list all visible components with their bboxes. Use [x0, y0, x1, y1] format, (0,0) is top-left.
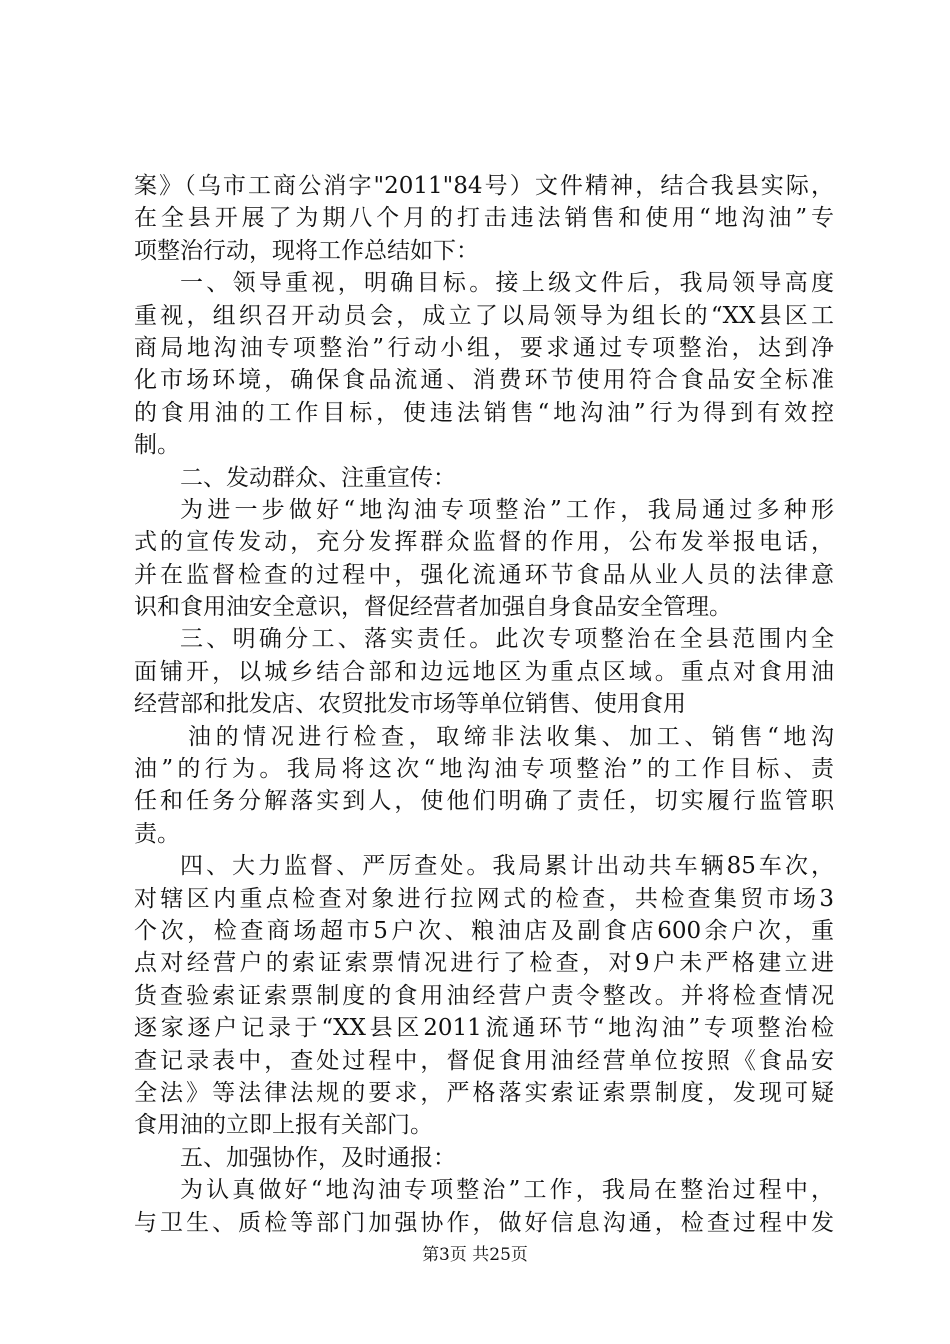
body-text-line: 查记录表中，查处过程中，督促食用油经营单位按照《食品安 — [134, 1047, 834, 1074]
body-text-line: 对辖区内重点检查对象进行拉网式的检查，共检查集贸市场3 — [134, 885, 834, 912]
body-text-line: 项整治行动，现将工作总结如下： — [134, 237, 479, 264]
body-text-line: 与卫生、质检等部门加强协作，做好信息沟通，检查过程中发 — [134, 1209, 834, 1236]
body-text-line: 个次，检查商场超市5户次、粮油店及副食店600余户次，重 — [134, 917, 834, 944]
body-text-line: 式的宣传发动，充分发挥群众监督的作用，公布发举报电话， — [134, 529, 834, 556]
body-text-line: 识和食用油安全意识，督促经营者加强自身食品安全管理。 — [134, 594, 732, 621]
body-text-line: 经营部和批发店、农贸批发市场等单位销售、使用食用 — [134, 691, 686, 718]
body-text-line: 货查验索证索票制度的食用油经营户责令整改。并将检查情况 — [134, 982, 834, 1009]
body-text-line: 并在监督检查的过程中，强化流通环节食品从业人员的法律意 — [134, 561, 834, 588]
body-text-line: 二、发动群众、注重宣传： — [180, 464, 456, 491]
body-text-line: 任和任务分解落实到人，使他们明确了责任，切实履行监管职 — [134, 788, 834, 815]
body-text-line: 三、明确分工、落实责任。此次专项整治在全县范围内全 — [180, 626, 834, 653]
body-text-line: 食用油的立即上报有关部门。 — [134, 1112, 433, 1139]
body-text-line: 一、领导重视，明确目标。接上级文件后，我局领导高度 — [180, 270, 834, 297]
body-text-line: 逐家逐户记录于“XX县区2011流通环节“地沟油”专项整治检 — [134, 1015, 834, 1042]
body-text-line: 油”的行为。我局将这次“地沟油专项整治”的工作目标、责 — [134, 756, 834, 783]
body-text-line: 案》（乌市工商公消字"2011"84号）文件精神，结合我县实际， — [134, 173, 834, 199]
body-text-line: 面铺开，以城乡结合部和边远地区为重点区域。重点对食用油 — [134, 658, 834, 685]
body-text-line: 四、大力监督、严厉查处。我局累计出动共车辆85车次， — [180, 853, 834, 880]
body-text-line: 商局地沟油专项整治”行动小组，要求通过专项整治，达到净 — [134, 334, 834, 361]
body-text-line: 责。 — [134, 820, 180, 847]
body-text-line: 点对经营户的索证索票情况进行了检查，对9户未严格建立进 — [134, 950, 834, 977]
body-text-line: 为进一步做好“地沟油专项整治”工作，我局通过多种形 — [180, 496, 834, 523]
body-text-line: 油的情况进行检查，取缔非法收集、加工、销售“地沟 — [188, 723, 834, 750]
body-text-line: 化市场环境，确保食品流通、消费环节使用符合食品安全标准 — [134, 367, 834, 394]
body-text-line: 重视，组织召开动员会，成立了以局领导为组长的“XX县区工 — [134, 302, 834, 329]
document-body — [134, 170, 834, 1239]
body-text-line: 制。 — [134, 432, 180, 459]
body-text-line: 在全县开展了为期八个月的打击违法销售和使用“地沟油”专 — [134, 205, 834, 232]
body-text-line: 全法》等法律法规的要求，严格落实索证索票制度，发现可疑 — [134, 1079, 834, 1106]
body-text-line: 五、加强协作，及时通报： — [180, 1144, 456, 1171]
page-footer: 第3页 共25页 — [422, 1245, 528, 1265]
body-text-line: 的食用油的工作目标，使违法销售“地沟油”行为得到有效控 — [134, 399, 834, 426]
body-text-line: 为认真做好“地沟油专项整治”工作，我局在整治过程中， — [180, 1177, 834, 1204]
